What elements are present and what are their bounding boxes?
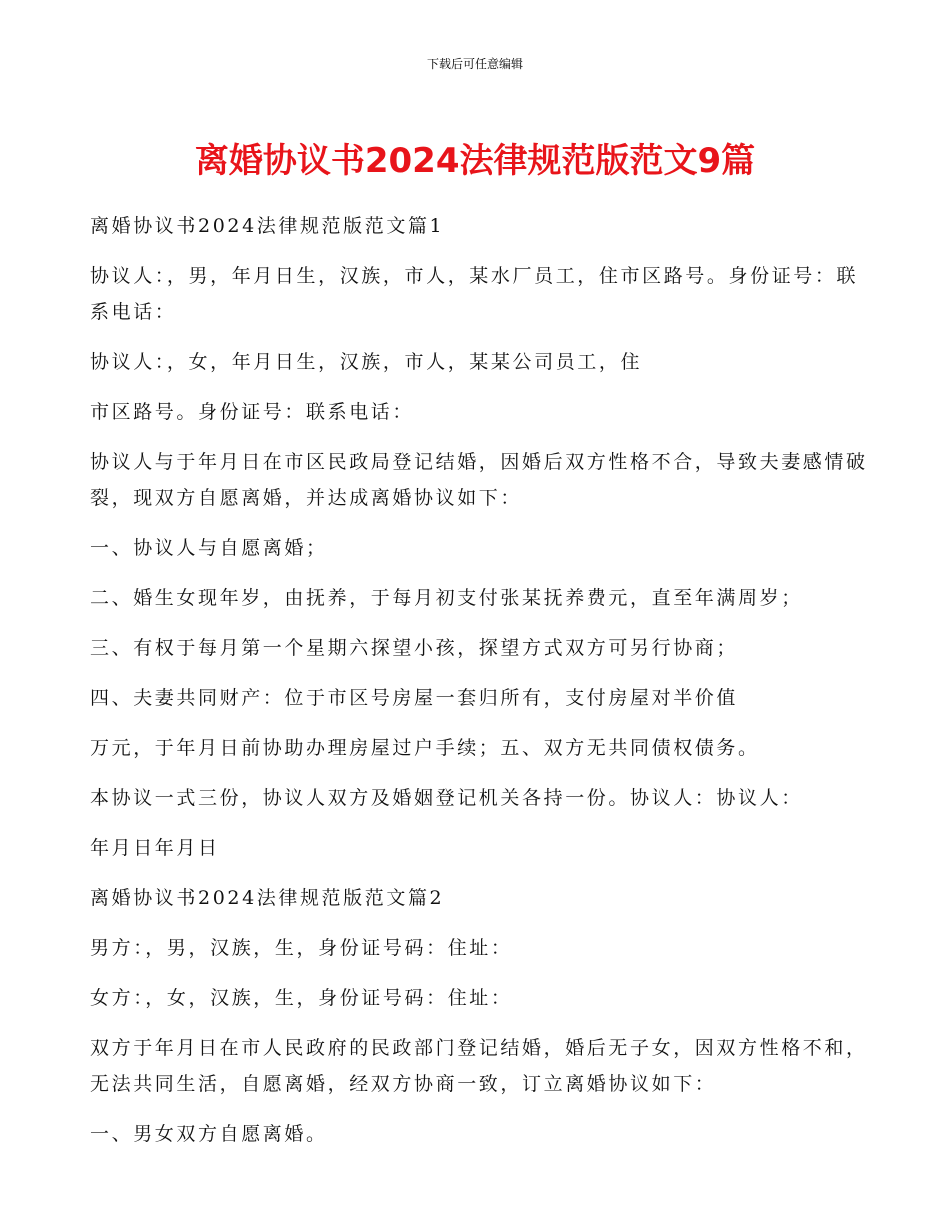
party-male-info: 协议人：，男，年月日生，汉族，市人，某水厂员工，住市区路号。身份证号：联系电话： bbox=[90, 265, 859, 323]
party-female-address: 市区路号。身份证号：联系电话： bbox=[90, 401, 415, 423]
copies-statement: 本协议一式三份，协议人双方及婚姻登记机关各持一份。协议人：协议人： bbox=[90, 787, 803, 809]
clause-2: 二、婚生女现年岁，由抚养，于每月初支付张某抚养费元，直至年满周岁； bbox=[90, 587, 803, 609]
clause-4-continued: 万元，于年月日前协助办理房屋过户手续；五、双方无共同债权债务。 bbox=[90, 737, 760, 759]
female-party-info: 女方：，女，汉族，生，身份证号码：住址： bbox=[90, 987, 513, 1009]
section-heading-1: 离婚协议书2024法律规范版范文篇1 bbox=[90, 215, 445, 237]
male-party-info: 男方：，男，汉族，生，身份证号码：住址： bbox=[90, 937, 513, 959]
agreement-preamble-2: 双方于年月日在市人民政府的民政部门登记结婚，婚后无子女，因双方性格不和，无法共同生活，自愿离婚，经双方协商一致，订立离婚协议如下： bbox=[90, 1037, 868, 1095]
document-title: 离婚协议书2024法律规范版范文9篇 bbox=[194, 141, 756, 181]
clause-3: 三、有权于每月第一个星期六探望小孩，探望方式双方可另行协商； bbox=[90, 637, 739, 659]
signature-dates: 年月日年月日 bbox=[90, 837, 220, 859]
clause-1: 一、协议人与自愿离婚； bbox=[90, 537, 328, 559]
document-body bbox=[90, 208, 870, 1152]
party-female-info: 协议人：，女，年月日生，汉族，市人，某某公司员工，住 bbox=[90, 351, 643, 373]
agreement-preamble: 协议人与于年月日在市区民政局登记结婚，因婚后双方性格不合，导致夫妻感情破裂，现双方自愿离婚，并达成离婚协议如下： bbox=[90, 451, 868, 509]
section-heading-2: 离婚协议书2024法律规范版范文篇2 bbox=[90, 887, 445, 909]
clause-2-1: 一、男女双方自愿离婚。 bbox=[90, 1123, 328, 1145]
clause-4: 四、夫妻共同财产：位于市区号房屋一套归所有，支付房屋对半价值 bbox=[90, 687, 739, 709]
header-note: 下载后可任意编辑 bbox=[426, 57, 523, 71]
